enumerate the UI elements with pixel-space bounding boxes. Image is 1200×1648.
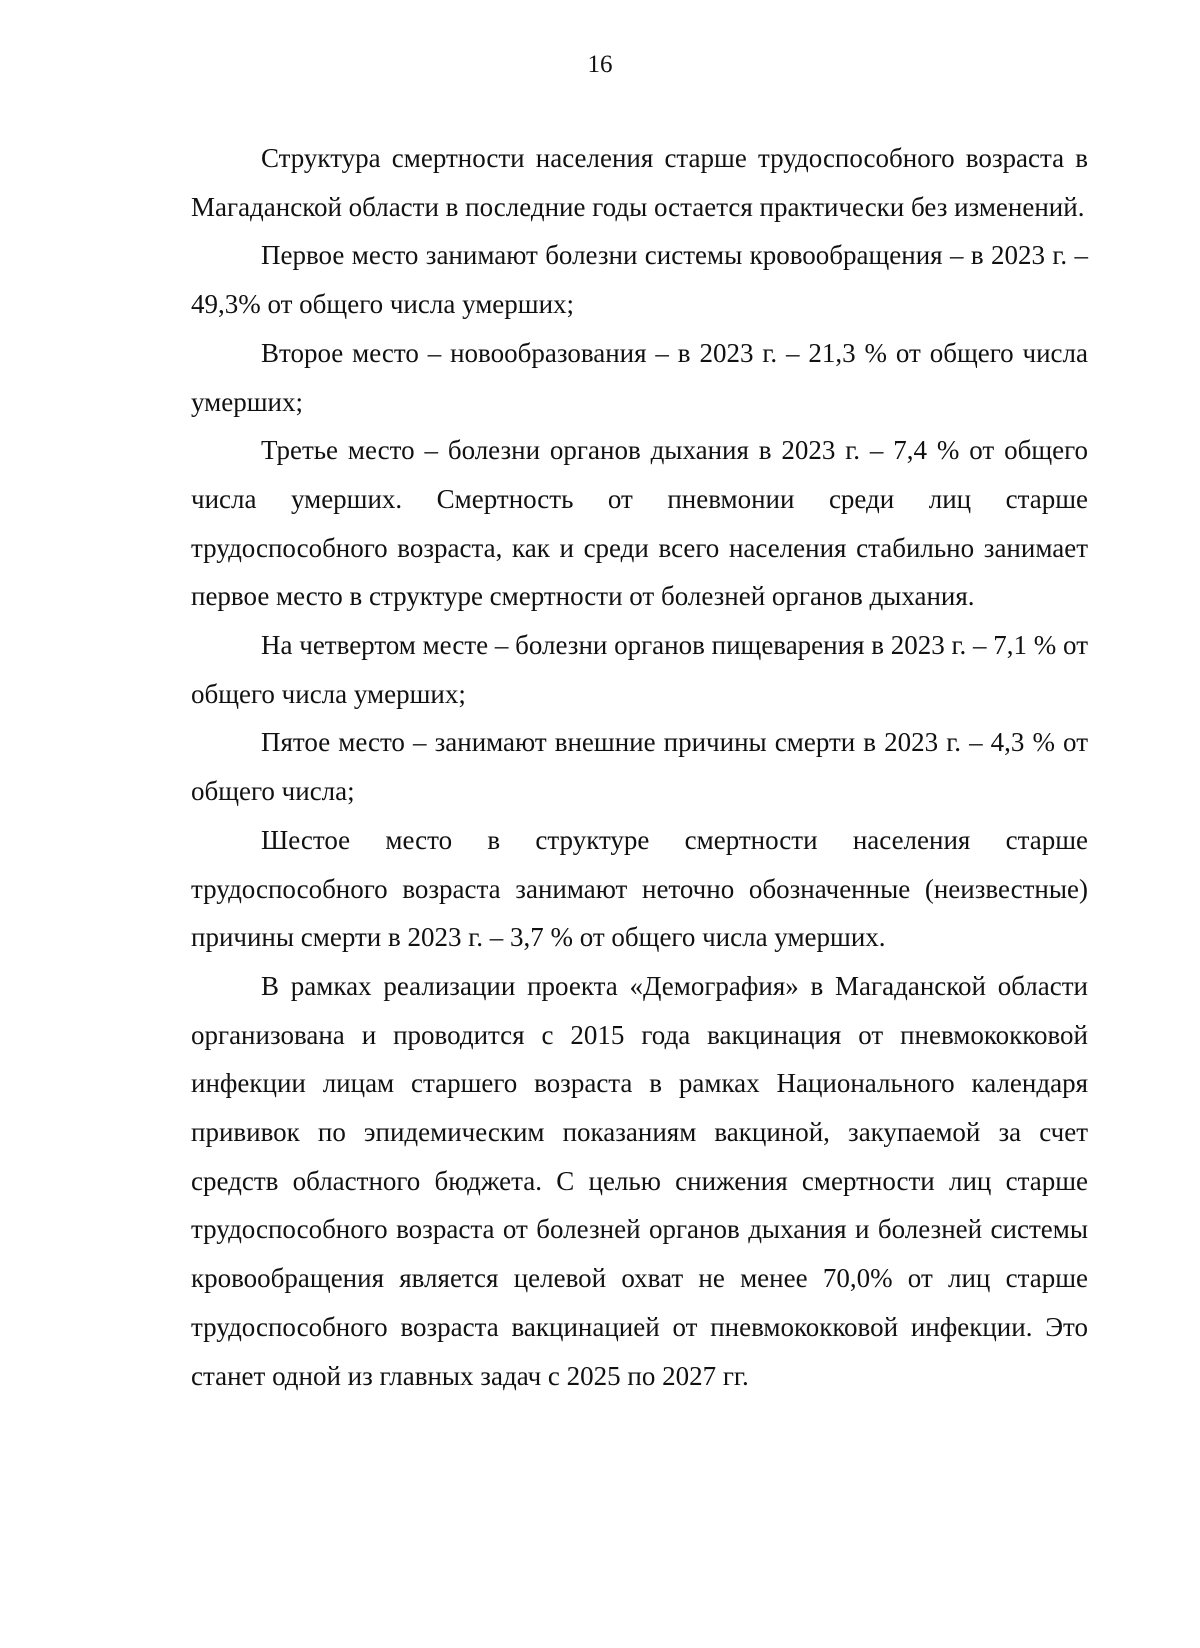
paragraph-fifth-place: Пятое место – занимают внешние причины смерти в 2023 г. – 4,3 % от общего числа; <box>191 727 1088 807</box>
paragraph-second-place: Второе место – новообразования – в 2023 г. – 21,3 % от общего числа умерших; <box>191 337 1088 417</box>
document-body <box>191 134 1088 1400</box>
paragraph-third-place: Третье место – болезни органов дыхания в 2023 г. – 7,4 % от общего числа умерших. Смертность от пневмонии среди лиц старше трудоспособного возраста, как и среди всего населения стабильно занимает первое место в структуре смертности от болезней органов дыхания. <box>191 435 1088 612</box>
paragraph-fourth-place: На четвертом месте – болезни органов пищеварения в 2023 г. – 7,1 % от общего числа умерших; <box>191 630 1088 709</box>
page-number: 16 <box>587 51 613 78</box>
paragraph-mortality-structure: Структура смертности населения старше трудоспособного возраста в Магаданской области в последние годы остается практически без изменений. <box>191 143 1088 222</box>
paragraph-first-place: Первое место занимают болезни системы кровообращения – в 2023 г. – 49,3% от общего числа умерших; <box>191 240 1088 320</box>
paragraph-sixth-place: Шестое место в структуре смертности населения старше трудоспособного возраста занимают неточно обозначенные (неизвестные) причины смерти в 2023 г. – 3,7 % от общего числа умерших. <box>191 824 1088 953</box>
paragraph-vaccination: В рамках реализации проекта «Демография» в Магаданской области организована и проводится с 2015 года вакцинация от пневмококковой инфекции лицам старшего возраста в рамках Национального календаря прививок по эпидемическим показаниям вакциной, закупаемой за счет средств областного бюджета. С целью снижения смертности лиц старше трудоспособного возраста от болезней органов дыхания и болезней системы кровообращения является целевой охват не менее 70,0% от лиц старше трудоспособного возраста вакцинацией от пневмококковой инфекции. Это станет одной из главных задач с 2025 по 2027 гг. <box>191 970 1088 1391</box>
